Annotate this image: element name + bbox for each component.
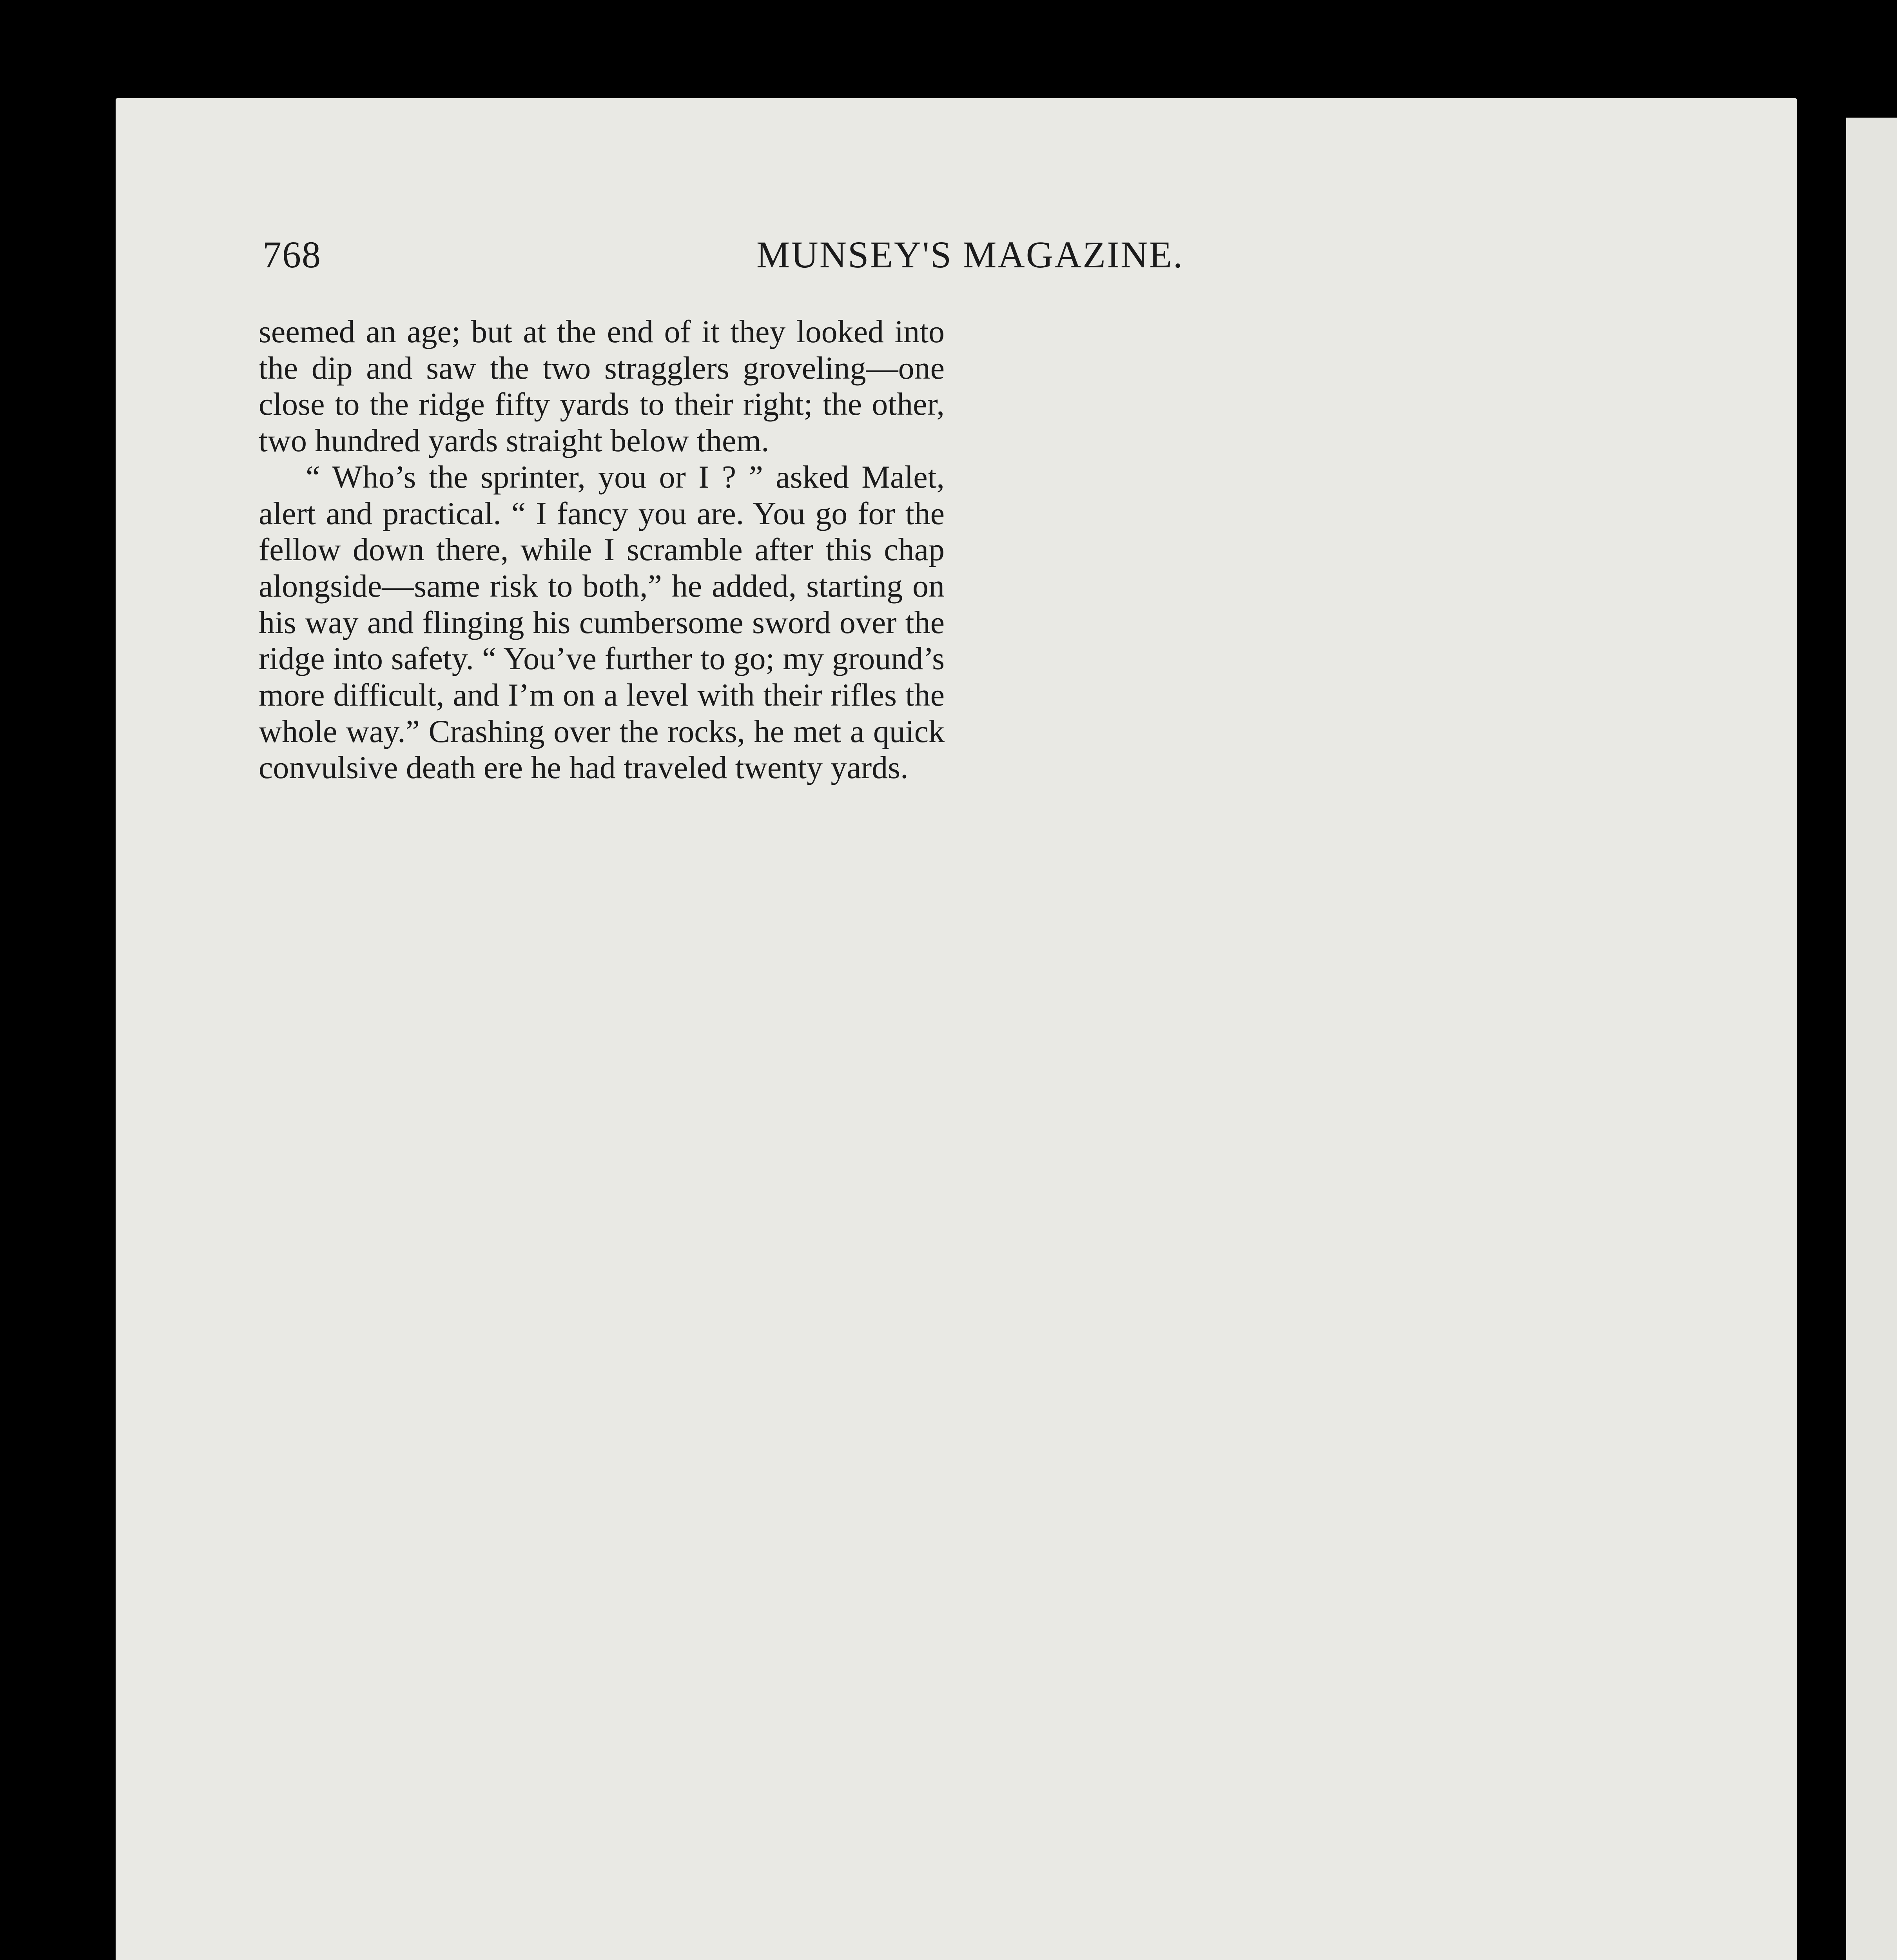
paragraph: “ Who’s the sprinter, you or I ? ” asked Malet, alert and practical. “ I fancy you are. You go for the fellow down there, while I scramble after this chap alongside—same risk to both,” he added, starting on his way and flinging his cumbersome sword over the ridge into safety. “ You’ve further to go; my ground’s more difficult, and I’m on a level with their rifles the whole way.” Crashing over the rocks, he met a quick convulsive death ere he had traveled twenty yards. [259,459,945,786]
page-number: 768 [263,234,321,276]
left-column [259,314,945,786]
running-title: MUNSEY'S MAGAZINE. [756,234,1184,276]
paragraph: seemed an age; but at the end of it they looked into the dip and saw the two stragglers groveling—one close to the ridge fifty yards to their right; the other, two hundred yards straight below them. [259,314,945,459]
